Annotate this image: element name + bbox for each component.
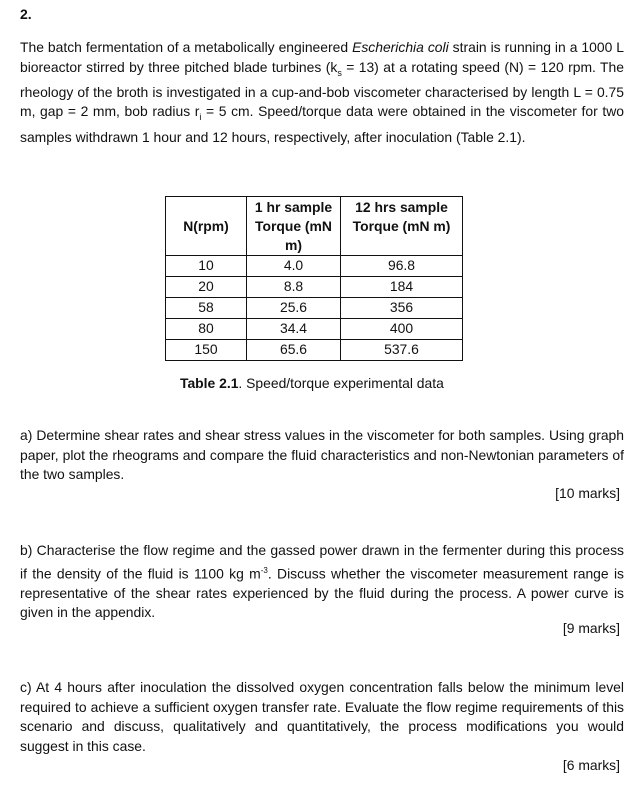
table-caption [180,375,444,391]
intro-text-4: = 5 cm. Speed/torque data were obtained in the viscometer for two samples withdrawn 1 hour and 12 hours, respectively, after inoculation (Table 2.1). [20,103,624,145]
cell-torque-12hr: 400 [341,319,463,340]
cell-torque-12hr: 96.8 [341,256,463,277]
cell-n: 150 [166,340,247,361]
intro-text-2: strain is running in a 1000 L bioreactor stirred by three pitched blade turbines (k [20,39,624,75]
part-b-text-1: b) Characterise the flow regime and the gassed power drawn in the fermenter during this process if the density of the fluid is 1100 kg m [20,542,624,582]
cell-torque-1hr: 8.8 [247,277,341,298]
table-row [166,319,463,340]
cell-n: 80 [166,319,247,340]
intro-text-1: The batch fermentation of a metabolically engineered [20,39,353,55]
cell-torque-1hr: 65.6 [247,340,341,361]
cell-n: 20 [166,277,247,298]
part-b-text-2: . Discuss whether the viscometer measurement range is representative of the shear rates experienced by the fluid during the process. A power curve is given in the appendix. [20,565,624,621]
table-row [166,340,463,361]
cell-torque-1hr: 4.0 [247,256,341,277]
cell-torque-12hr: 356 [341,298,463,319]
intro-text-3: = 13) at a rotating speed (N) = 120 rpm. The rheology of the broth is investigated in a cup-and-bob viscometer characterised by length L = 0.75 m, gap = 2 mm, bob radius r [20,58,624,120]
speed-torque-table [165,196,463,361]
subscript-s: s [337,67,342,78]
header-n-rpm: N(rpm) [166,197,247,256]
table-header-row [166,197,463,256]
caption-label: Table 2.1 [180,375,239,391]
part-b-marks: [9 marks] [562,620,620,636]
cell-torque-12hr: 184 [341,277,463,298]
superscript-minus-3: -3 [260,565,268,575]
part-c-text: c) At 4 hours after inoculation the dissolved oxygen concentration falls below the minimum level required to achieve a sufficient oxygen transfer rate. Evaluate the flow regime requirements of this scenario and discuss, qualitatively and quantitatively, the process modifications you would suggest in this case. [20,679,624,754]
header-1hr-sample: 1 hr sample Torque (mN m) [247,197,341,256]
part-a-text: a) Determine shear rates and shear stress values in the viscometer for both samples. Using graph paper, plot the rheograms and compare the fluid characteristics and non-Newtonian parameters of the two samples. [20,427,624,482]
cell-torque-1hr: 25.6 [247,298,341,319]
header-12hr-sample: 12 hrs sample Torque (mN m) [341,197,463,256]
table-row [166,256,463,277]
caption-text: . Speed/torque experimental data [238,375,444,391]
table-row [166,277,463,298]
subscript-i: i [199,112,202,123]
cell-torque-1hr: 34.4 [247,319,341,340]
part-a-marks: [10 marks] [555,485,620,501]
cell-n: 10 [166,256,247,277]
table-row [166,298,463,319]
intro-paragraph [20,38,624,147]
organism-name: Escherichia coli [352,39,449,55]
question-number: 2. [20,6,32,22]
part-b-text [20,541,624,623]
cell-torque-12hr: 537.6 [341,340,463,361]
part-c-marks: [6 marks] [562,757,620,773]
cell-n: 58 [166,298,247,319]
